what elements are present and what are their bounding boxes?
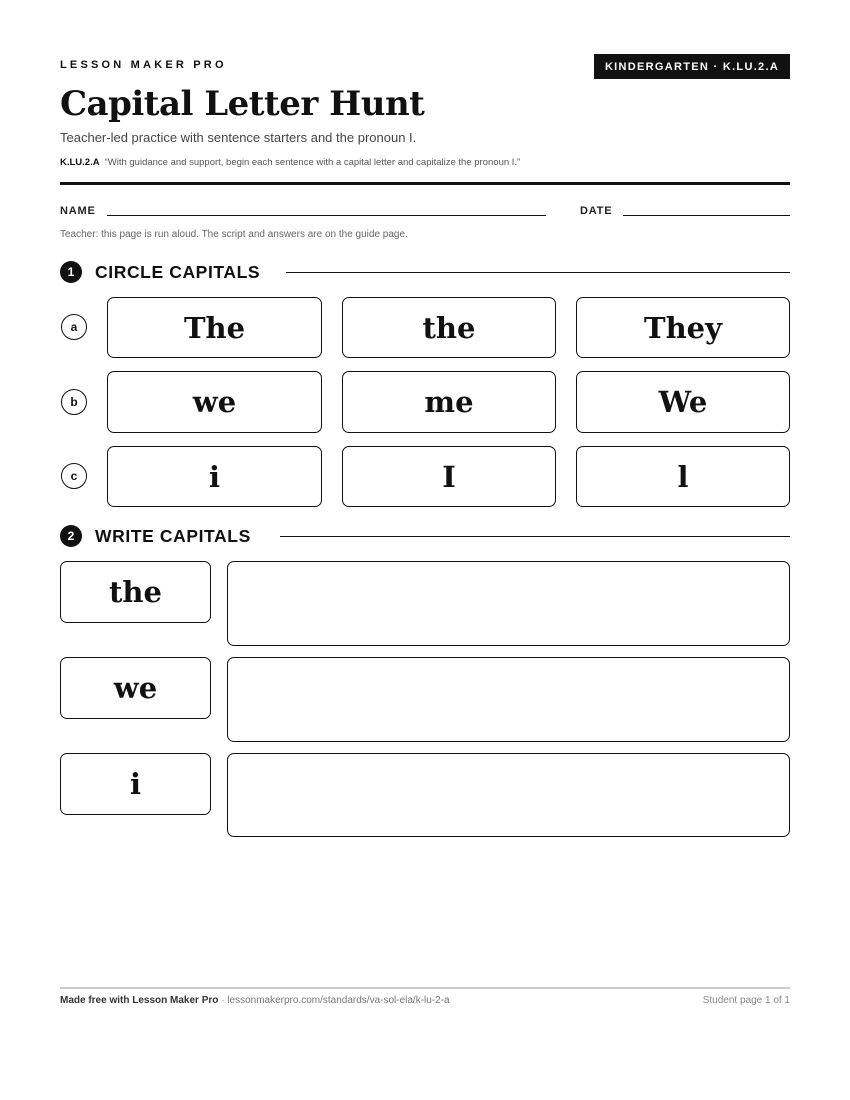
word-choice[interactable]: They <box>576 297 790 358</box>
writing-box[interactable] <box>227 561 790 646</box>
prompt-word: the <box>60 561 211 623</box>
date-field[interactable] <box>623 215 790 216</box>
footer-made-with: Made free with Lesson Maker Pro <box>60 995 219 1006</box>
name-label: NAME <box>60 205 96 217</box>
writing-box[interactable] <box>227 753 790 837</box>
section-title: CIRCLE CAPITALS <box>95 261 261 282</box>
section-rule <box>286 272 790 273</box>
date-label: DATE <box>580 205 613 217</box>
row-letter-badge: a <box>61 314 87 340</box>
name-field[interactable] <box>107 215 546 216</box>
word-choice[interactable]: i <box>107 446 322 507</box>
word-choice[interactable]: the <box>342 297 556 358</box>
row-letter-badge: c <box>61 463 87 489</box>
brand-name: LESSON MAKER PRO <box>60 59 227 71</box>
word-choice[interactable]: We <box>576 371 790 433</box>
word-choice[interactable]: me <box>342 371 556 433</box>
page-indicator: Student page 1 of 1 <box>702 995 790 1006</box>
standard-code: K.LU.2.A <box>60 157 100 168</box>
standard-statement <box>60 157 520 168</box>
footer-divider <box>60 987 790 989</box>
word-choice[interactable]: l <box>576 446 790 507</box>
section-2-header <box>60 524 251 548</box>
word-choice[interactable]: I <box>342 446 556 507</box>
word-choice[interactable]: The <box>107 297 322 358</box>
section-1-header <box>60 260 260 284</box>
section-rule <box>280 536 790 537</box>
word-choice[interactable]: we <box>107 371 322 433</box>
header-divider <box>60 182 790 185</box>
section-number-badge: 1 <box>60 261 82 283</box>
footer-credit <box>60 995 450 1006</box>
footer-url[interactable]: lessonmakerpro.com/standards/va-sol-ela/k-lu-2-a <box>227 995 450 1006</box>
prompt-word: we <box>60 657 211 719</box>
section-number-badge: 2 <box>60 525 82 547</box>
page-title: Capital Letter Hunt <box>60 84 425 124</box>
teacher-note: Teacher: this page is run aloud. The script and answers are on the guide page. <box>60 229 408 240</box>
writing-box[interactable] <box>227 657 790 742</box>
footer-separator: · <box>218 995 228 1006</box>
page-subtitle: Teacher-led practice with sentence starters and the pronoun I. <box>60 130 417 145</box>
prompt-word: i <box>60 753 211 815</box>
grade-badge: KINDERGARTEN · K.LU.2.A <box>594 54 790 79</box>
section-title: WRITE CAPITALS <box>95 525 251 546</box>
standard-text: “With guidance and support, begin each sentence with a capital letter and capitalize the pronoun I.” <box>104 157 521 168</box>
row-letter-badge: b <box>61 389 87 415</box>
